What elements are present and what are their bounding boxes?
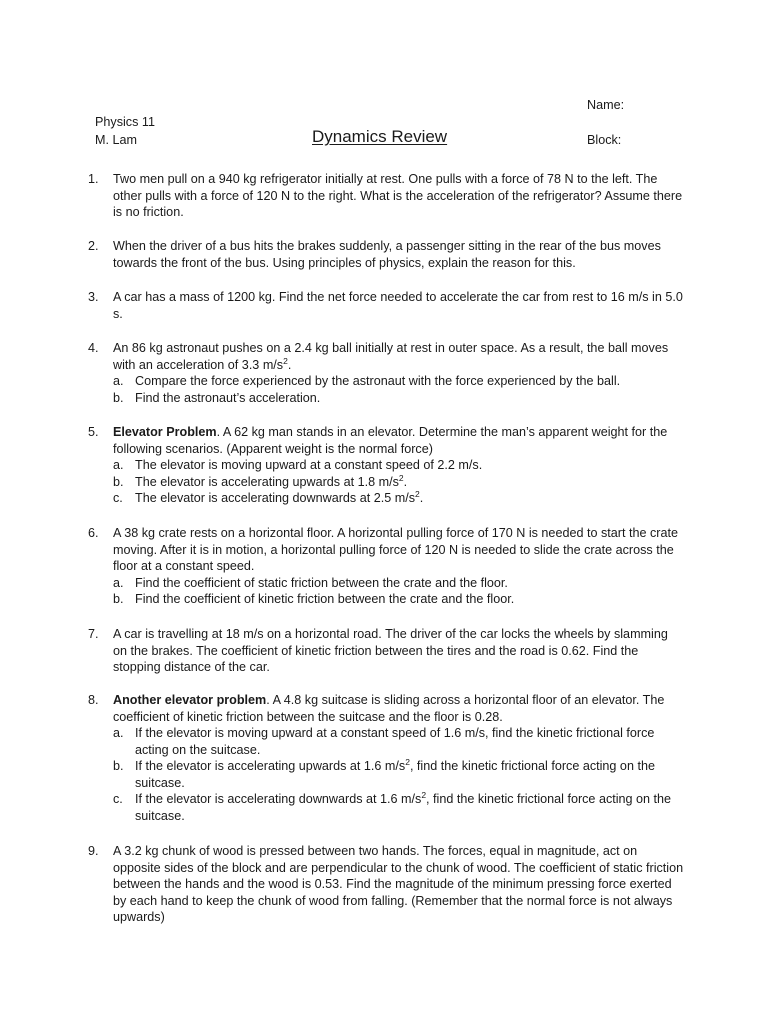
question-2 bbox=[88, 238, 684, 271]
sub-question-a: a. Compare the force experienced by the astronaut with the force experienced by the ball. bbox=[113, 374, 621, 388]
sub-question-a: a. The elevator is moving upward at a constant speed of 2.2 m/s. bbox=[113, 458, 483, 472]
question-text: When the driver of a bus hits the brakes suddenly, a passenger sitting in the rear of the bus moves towards the front of the bus. Using principles of physics, explain the reason for this. bbox=[113, 239, 661, 270]
question-text: Elevator Problem. A 62 kg man stands in an elevator. Determine the man’s apparent weight for the following scenarios. (Apparent weight is the normal force) bbox=[113, 425, 668, 456]
question-8 bbox=[88, 692, 684, 824]
question-body bbox=[113, 692, 684, 824]
question-number: 1. bbox=[88, 172, 99, 186]
sub-question-a: a. If the elevator is moving upward at a constant speed of 1.6 m/s, find the kinetic frictional force acting on the suitcase. bbox=[113, 726, 655, 757]
question-9 bbox=[88, 843, 684, 926]
question-7 bbox=[88, 626, 684, 676]
question-5 bbox=[88, 424, 684, 507]
teacher-label: M. Lam bbox=[95, 133, 137, 147]
question-text: A car has a mass of 1200 kg. Find the net force needed to accelerate the car from rest to 16 m/s in 5.0 s. bbox=[113, 290, 683, 321]
question-number: 4. bbox=[88, 341, 99, 355]
question-body bbox=[113, 525, 684, 608]
question-body bbox=[113, 424, 684, 507]
question-4 bbox=[88, 340, 684, 406]
question-text: A 3.2 kg chunk of wood is pressed between two hands. The forces, equal in magnitude, act on opposite sides of the block and are perpendicular to the chunk of wood. The coefficient of static friction between the hands and the wood is 0.53. Find the magnitude of the minimum pressing force exerted by each hand to keep the chunk of wood from falling. (Remember that the normal force is not always upwards) bbox=[113, 844, 684, 924]
question-3 bbox=[88, 289, 684, 322]
question-1 bbox=[88, 171, 684, 221]
question-6 bbox=[88, 525, 684, 608]
question-text: A 38 kg crate rests on a horizontal floor. A horizontal pulling force of 170 N is needed to start the crate moving. After it is in motion, a horizontal pulling force of 120 N is needed to slide the crate across the floor at a constant speed. bbox=[113, 526, 678, 573]
question-number: 8. bbox=[88, 693, 99, 707]
question-number: 3. bbox=[88, 290, 99, 304]
course-label: Physics 11 bbox=[95, 115, 155, 129]
question-heading: Another elevator problem bbox=[113, 693, 267, 707]
sub-question-c: c. If the elevator is accelerating downwards at 1.6 $m/s^2$, find the kinetic frictional force acting on the suitcase. bbox=[113, 790, 672, 823]
sub-question-c: c. The elevator is accelerating downwards at 2.5 $m/s^2$. bbox=[113, 489, 424, 505]
name-label: Name: bbox=[587, 98, 625, 112]
question-number: 9. bbox=[88, 844, 99, 858]
question-text: Two men pull on a 940 kg refrigerator initially at rest. One pulls with a force of 78 N to the left. The other pulls with a force of 120 N to the right. What is the acceleration of the refrigerator? Assume there is no friction. bbox=[113, 172, 683, 219]
question-number: 5. bbox=[88, 425, 99, 439]
question-heading: Elevator Problem bbox=[113, 425, 217, 439]
question-body bbox=[113, 340, 684, 406]
question-text: Another elevator problem. A 4.8 kg suitcase is sliding across a horizontal floor of an elevator. The coefficient of kinetic friction between the suitcase and the floor is 0.28. bbox=[113, 693, 665, 724]
sub-question-b: b. Find the coefficient of kinetic friction between the crate and the floor. bbox=[113, 592, 515, 606]
question-number: 2. bbox=[88, 239, 99, 253]
sub-question-b: b. The elevator is accelerating upwards at 1.8 $m/s^2$. bbox=[113, 472, 408, 489]
block-label: Block: bbox=[587, 133, 622, 147]
sub-question-b: b. Find the astronaut’s acceleration. bbox=[113, 390, 321, 405]
sub-question-b: b. If the elevator is accelerating upwards at 1.6 $m/s^2$, find the kinetic frictional force acting on the suitcase. bbox=[113, 757, 655, 790]
question-text: A car is travelling at 18 m/s on a horizontal road. The driver of the car locks the wheels by slamming on the brakes. The coefficient of kinetic friction between the tires and the road is 0.62. Find the stopping distance of the car. bbox=[113, 627, 668, 674]
question-number: 7. bbox=[88, 627, 99, 641]
page-title: Dynamics Review bbox=[312, 127, 448, 146]
sub-question-a: a. Find the coefficient of static friction between the crate and the floor. bbox=[113, 575, 508, 590]
question-number: 6. bbox=[88, 526, 99, 540]
question-text: An 86 kg astronaut pushes on a 2.4 kg ball initially at rest in outer space. As a result, the ball moves with an acceleration of 3.3 $m/s^2$. bbox=[113, 341, 669, 372]
